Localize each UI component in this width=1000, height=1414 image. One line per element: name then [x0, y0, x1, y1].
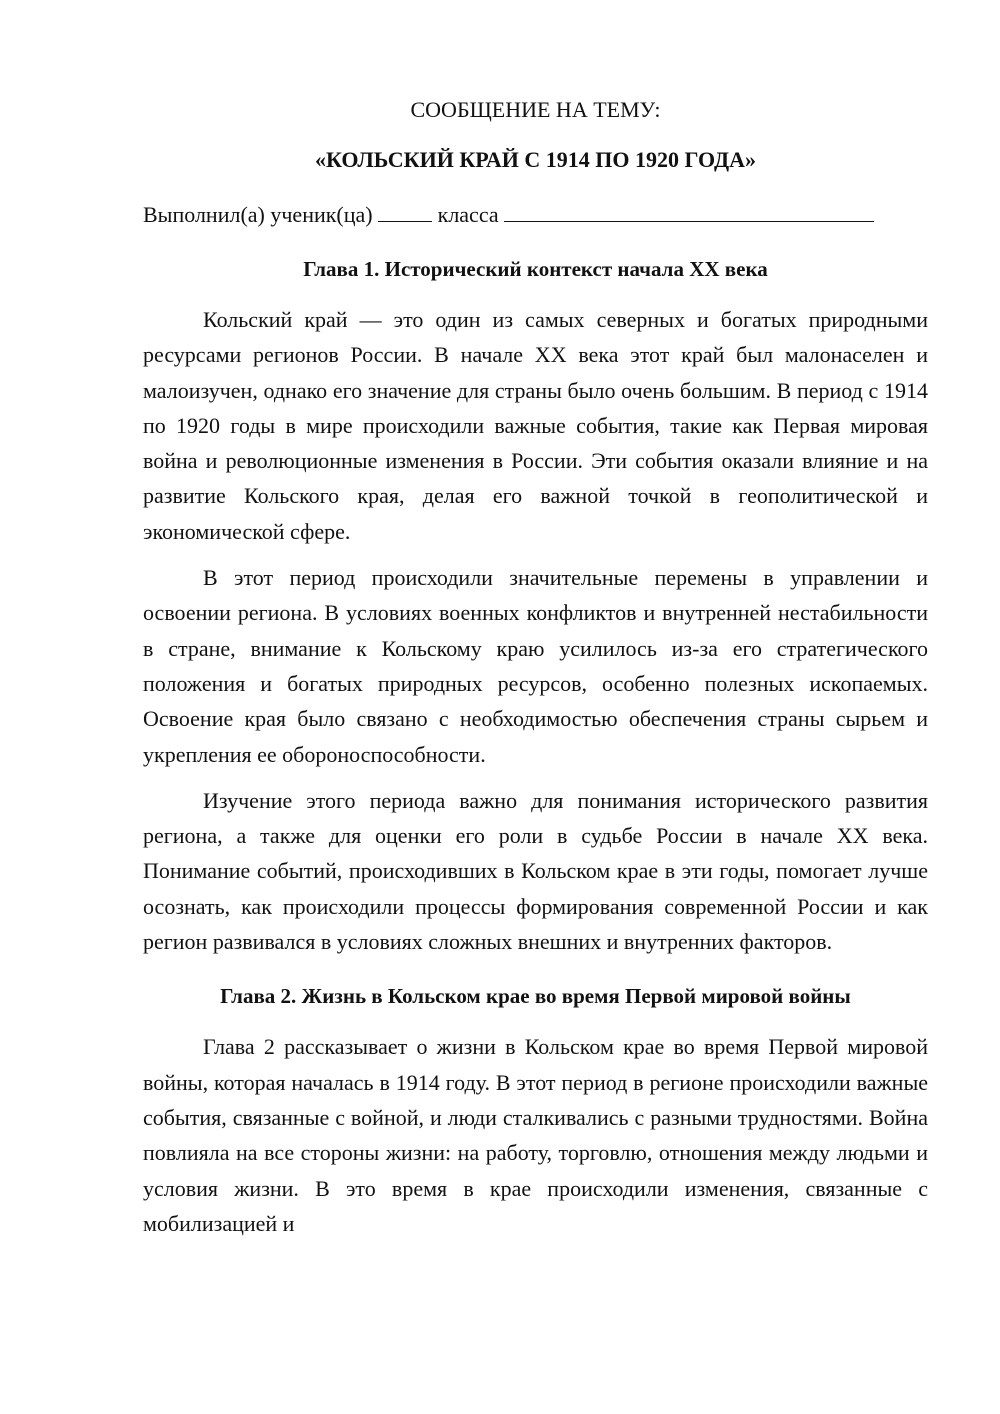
chapter-2-paragraph: Глава 2 рассказывает о жизни в Кольском крае во время Первой мировой войны, которая началась в 1914 году. В этот период в регионе происходили важные события, связанные с войной, и люди сталкивались с разными трудностями. Война повлияла на все стороны жизни: на работу, торговлю, отношения между людьми и условия жизни. В это время в крае происходили изменения, связанные с мобилизацией и [143, 1034, 928, 1236]
chapter-1-heading: Глава 1. Исторический контекст начала XX века [303, 257, 768, 281]
document-page [143, 92, 928, 1252]
class-label: класса [437, 202, 499, 227]
student-name-blank [504, 201, 874, 222]
chapter-1-paragraph: Изучение этого периода важно для понимания исторического развития региона, а также для оценки его роли в судьбе России в начале XX века. Понимание событий, происходивших в Кольском крае в эти годы, помогает лучше осознать, как происходили процессы формирования современной России и как регион развивался в условиях сложных внешних и внутренних факторов. [143, 787, 928, 955]
chapter-1-paragraph: В этот период происходили значительные перемены в управлении и освоении региона. В условиях военных конфликтов и внутренней нестабильности в стране, внимание к Кольскому краю усилилось из-за его стратегического положения и богатых природных ресурсов, особенно полезных ископаемых. Освоение края было связано с необходимостью обеспечения страны сырьем и укрепления ее обороноспособности. [143, 565, 928, 767]
document-title: «КОЛЬСКИЙ КРАЙ С 1914 ПО 1920 ГОДА» [314, 147, 757, 172]
document-topic-label: СООБЩЕНИЕ НА ТЕМУ: [410, 97, 661, 122]
completed-by-label: Выполнил(а) ученик(ца) [143, 202, 373, 227]
chapter-1-paragraph: Кольский край — это один из самых северных и богатых природными ресурсами регионов России. В начале XX века этот край был малонаселен и малоизучен, однако его значение для страны было очень большим. В период с 1914 по 1920 годы в мире происходили важные события, такие как Первая мировая война и революционные изменения в России. Эти события оказали влияние и на развитие Кольского края, делая его важной точкой в геополитической и экономической сфере. [143, 307, 928, 544]
chapter-2-heading: Глава 2. Жизнь в Кольском крае во время Первой мировой войны [220, 984, 851, 1009]
student-info-line [143, 197, 928, 232]
class-number-blank [378, 201, 432, 222]
